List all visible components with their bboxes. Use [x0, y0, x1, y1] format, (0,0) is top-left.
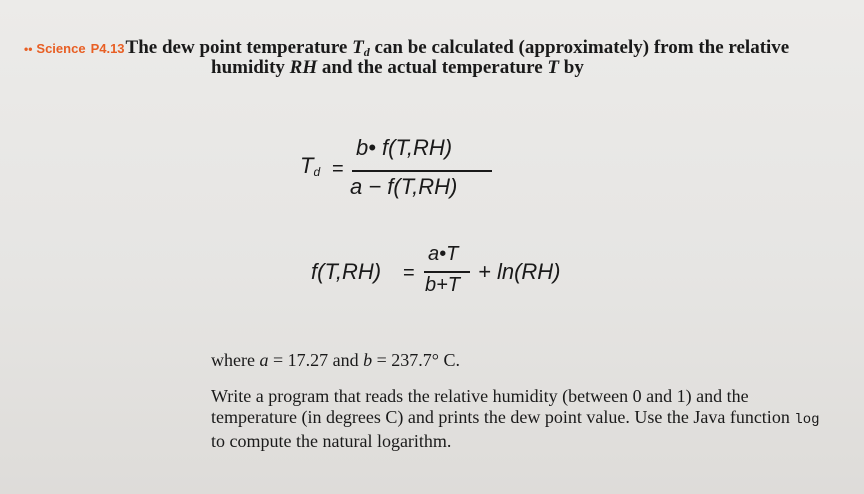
task-paragraph: Write a program that reads the relative humidity (between 0 and 1) and the temperature (in degrees C) and prints the dew point value. Use the Java function log to compute the natural logarithm. [211, 386, 820, 451]
equation2-equals: = [403, 262, 415, 284]
category-label: Science [36, 41, 86, 56]
equation2-fraction-bar [424, 271, 470, 273]
equation2-denominator: b+T [425, 274, 461, 296]
problem-statement-line2: humidity RH and the actual temperature T by [211, 57, 584, 78]
constants-line: where a = 17.27 and b = 237.7° C. [211, 350, 460, 370]
equation1-lhs: $T_d$ [300, 153, 321, 179]
difficulty-dots: •• [24, 42, 33, 56]
equation1-numerator: b• f(T,RH) [356, 135, 453, 160]
equation1-denominator: a − f(T,RH) [350, 174, 458, 199]
problem-statement-line1: The dew point temperature $T_d$ can be calculated (approximately) from the relative [125, 37, 790, 59]
equation2-lhs: f(T,RH) [311, 259, 382, 284]
equation1-equals: = [332, 158, 344, 180]
equation1-fraction-bar [352, 170, 492, 172]
problem-number: P4.13 [90, 41, 125, 56]
equation2-numerator: a•T [428, 243, 459, 265]
code-log: log [794, 412, 820, 428]
equation2-log-term: + ln(RH) [478, 259, 561, 284]
